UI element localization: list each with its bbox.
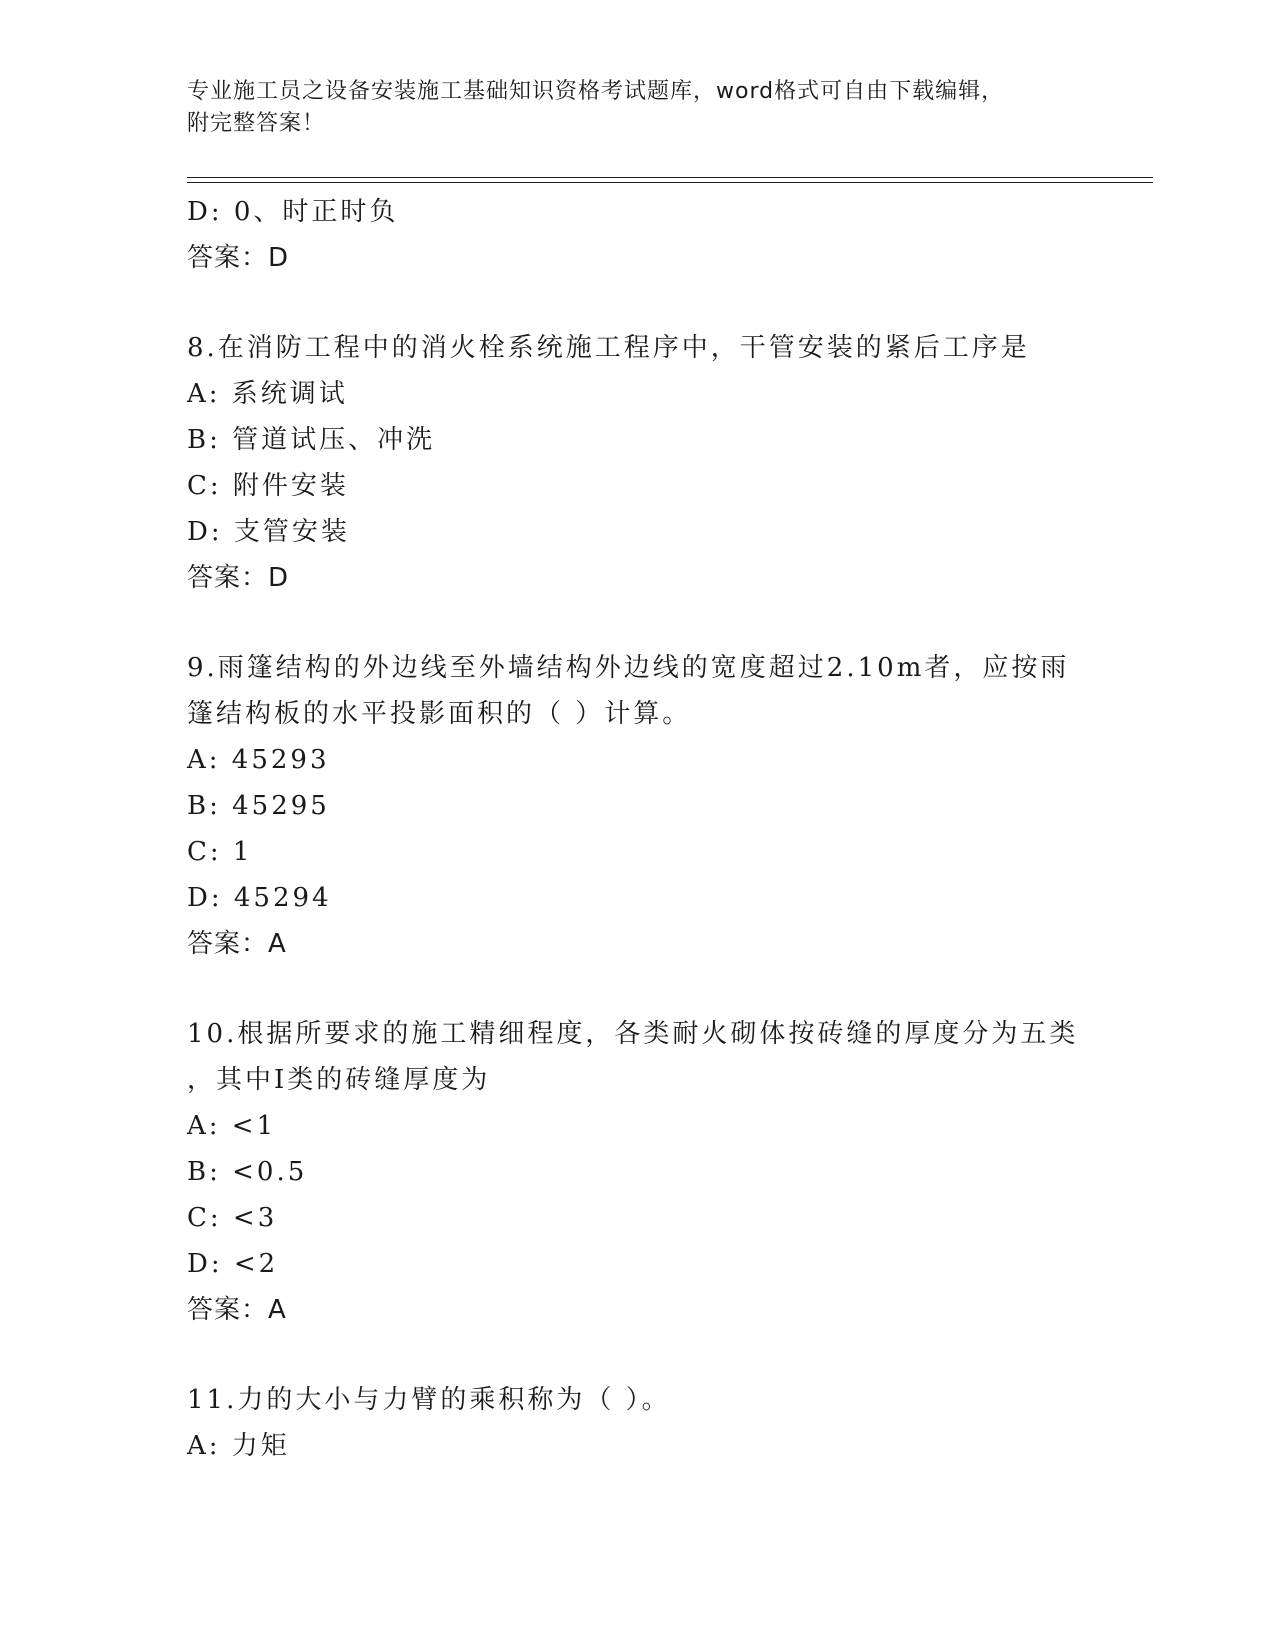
option-a: A: <1 bbox=[187, 1111, 277, 1141]
answer: 答案：A bbox=[187, 929, 287, 959]
option-d: D: 45294 bbox=[187, 883, 332, 913]
question-block-11 bbox=[187, 1377, 1087, 1469]
question-list bbox=[187, 189, 1087, 1469]
answer: 答案：D bbox=[187, 243, 290, 273]
question-text-line-1: 9.雨篷结构的外边线至外墙结构外边线的宽度超过2.10m者，应按雨 bbox=[187, 653, 1070, 683]
option-d: D: <2 bbox=[187, 1249, 279, 1279]
option-d: D: 0、时正时负 bbox=[187, 197, 399, 227]
option-b: B: <0.5 bbox=[187, 1157, 308, 1187]
header-line-2: 附完整答案！ bbox=[187, 111, 326, 136]
question-block-9 bbox=[187, 645, 1087, 967]
question-text-line-2: ，其中Ⅰ类的砖缝厚度为 bbox=[187, 1065, 491, 1095]
question-text: 11.力的大小与力臂的乘积称为（ ）。 bbox=[187, 1385, 671, 1415]
question-text: 8.在消防工程中的消火栓系统施工程序中，干管安装的紧后工序是 bbox=[187, 333, 1030, 363]
question-block-10 bbox=[187, 1011, 1087, 1333]
option-b: B: 管道试压、冲洗 bbox=[187, 425, 436, 455]
header-line-1: 专业施工员之设备安装施工基础知识资格考试题库，word格式可自由下载编辑， bbox=[187, 79, 1005, 104]
option-c: C: <3 bbox=[187, 1203, 278, 1233]
question-block-7-tail bbox=[187, 189, 1087, 281]
option-a: A: 系统调试 bbox=[187, 379, 348, 409]
question-text-line-1: 10.根据所要求的施工精细程度，各类耐火砌体按砖缝的厚度分为五类 bbox=[187, 1019, 1079, 1049]
header-divider-top bbox=[187, 177, 1153, 178]
option-c: C: 附件安装 bbox=[187, 471, 349, 501]
option-a: A: 45293 bbox=[187, 745, 330, 775]
document-header bbox=[187, 76, 1067, 140]
option-a: A: 力矩 bbox=[187, 1431, 290, 1461]
option-c: C: 1 bbox=[187, 837, 253, 867]
answer: 答案：D bbox=[187, 563, 290, 593]
answer: 答案：A bbox=[187, 1295, 287, 1325]
option-b: B: 45295 bbox=[187, 791, 330, 821]
question-block-8 bbox=[187, 325, 1087, 601]
header-divider-bottom bbox=[187, 182, 1153, 183]
question-text-line-2: 篷结构板的水平投影面积的（ ）计算。 bbox=[187, 699, 692, 729]
option-d: D: 支管安装 bbox=[187, 517, 350, 547]
